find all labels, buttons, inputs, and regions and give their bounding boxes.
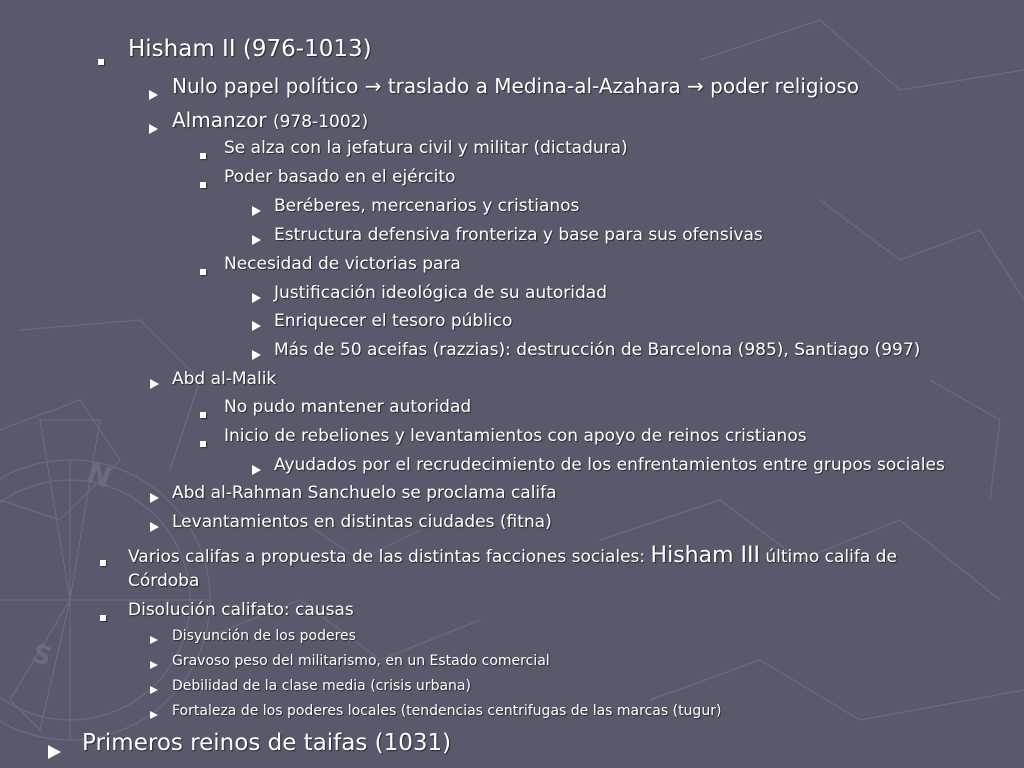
triangle-bullet-icon [252,350,261,360]
bullet-text: Fortaleza de los poderes locales (tendencias centrifugas de las marcas (tugur) [172,703,722,719]
bullet-text: Necesidad de victorias para [224,254,461,274]
bullet-almanzor [172,108,368,132]
bullet-text: No pudo mantener autoridad [224,397,472,417]
bullet-disyuncion [172,628,356,644]
bullet-text: Primeros reinos de taifas (1031) [82,730,452,756]
bullet-necesidad [224,254,461,274]
bullet-enriquecer [274,311,512,331]
bullet-varios-califas [128,543,897,568]
triangle-bullet-icon [252,235,261,245]
bullet-fortaleza [172,703,721,719]
bullet-text: Gravoso peso del militarismo, en un Estado comercial [172,653,550,669]
arrow-right-icon: → [687,74,704,98]
triangle-bullet-icon [150,686,158,694]
bullet-abd-al-malik [172,369,276,389]
square-bullet-icon [98,59,104,65]
bullet-justificacion [274,283,607,303]
bullet-text: Córdoba [128,571,200,591]
bullet-text-dates: (978-1002) [272,112,369,132]
triangle-bullet-icon [252,206,261,216]
square-bullet-icon [100,615,106,621]
bullet-text: Más de 50 aceifas (razzias): destrucción de Barcelona (985), Santiago (997) [274,340,921,360]
bullet-text: Abd al-Malik [172,369,277,389]
bullet-text: Estructura defensiva fronteriza y base para sus ofensivas [274,225,763,245]
svg-text:N: N [82,455,116,495]
arrow-right-icon: → [364,74,382,98]
bullet-text: poder religioso [710,74,860,98]
triangle-bullet-icon [149,90,158,100]
triangle-bullet-icon [150,379,159,389]
bullet-text: Se alza con la jefatura civil y militar (dictadura) [224,138,628,158]
bullet-estructura [274,225,763,245]
bullet-text: Disyunción de los poderes [172,628,356,644]
bullet-inicio-rebeliones [224,426,807,446]
bullet-primeros-reinos [82,730,451,756]
triangle-bullet-icon [150,661,158,669]
bullet-text: Beréberes, mercenarios y cristianos [274,196,580,216]
bullet-gravoso [172,653,550,669]
svg-text:S: S [27,638,56,673]
bullet-text: Nulo papel político [172,74,359,98]
bullet-text: Ayudados por el recrudecimiento de los enfrentamientos entre grupos sociales [274,455,945,475]
bullet-text: traslado a Medina-al-Azahara [387,74,681,98]
square-bullet-icon [200,153,206,159]
triangle-bullet-icon [252,465,261,475]
triangle-bullet-icon [150,711,158,719]
bullet-ayudados [274,455,945,475]
triangle-bullet-icon [252,321,261,331]
triangle-bullet-icon [150,493,159,503]
square-bullet-icon [100,560,106,566]
bullet-text: Poder basado en el ejército [224,167,456,187]
bullet-hisham-ii [128,36,372,62]
square-bullet-icon [200,269,206,275]
square-bullet-icon [200,441,206,447]
bullet-text: último califa de [765,547,897,567]
bullet-nulo-papel [172,74,859,98]
bullet-text: Disolución califato: causas [128,600,354,620]
bullet-text: Almanzor [172,108,267,132]
bullet-text: Inicio de rebeliones y levantamientos con apoyo de reinos cristianos [224,426,807,446]
square-bullet-icon [200,412,206,418]
bullet-bereberes [274,196,579,216]
triangle-bullet-icon [48,745,61,759]
triangle-bullet-icon [150,636,158,644]
bullet-text-hisham-iii: Hisham III [650,543,760,568]
bullet-debilidad [172,678,471,694]
bullet-text: Debilidad de la clase media (crisis urbana) [172,678,471,694]
bullet-text: Justificación ideológica de su autoridad [274,283,607,303]
triangle-bullet-icon [252,293,261,303]
bullet-text: Levantamientos en distintas ciudades (fitna) [172,512,552,532]
triangle-bullet-icon [149,124,158,134]
bullet-levantamientos [172,512,552,532]
bullet-text: Abd al-Rahman Sanchuelo se proclama califa [172,483,557,503]
square-bullet-icon [200,182,206,188]
triangle-bullet-icon [150,522,159,532]
bullet-sanchuelo [172,483,557,503]
bullet-aceifas [274,340,920,360]
bullet-disolucion [128,600,354,620]
bullet-no-pudo [224,397,471,417]
bullet-text: Hisham II (976-1013) [128,36,372,62]
bullet-se-alza [224,138,628,158]
bullet-text: Varios califas a propuesta de las distintas facciones sociales: [128,547,646,567]
bullet-varios-califas-cont [128,571,199,591]
bullet-text: Enriquecer el tesoro público [274,311,513,331]
bullet-poder-basado [224,167,455,187]
